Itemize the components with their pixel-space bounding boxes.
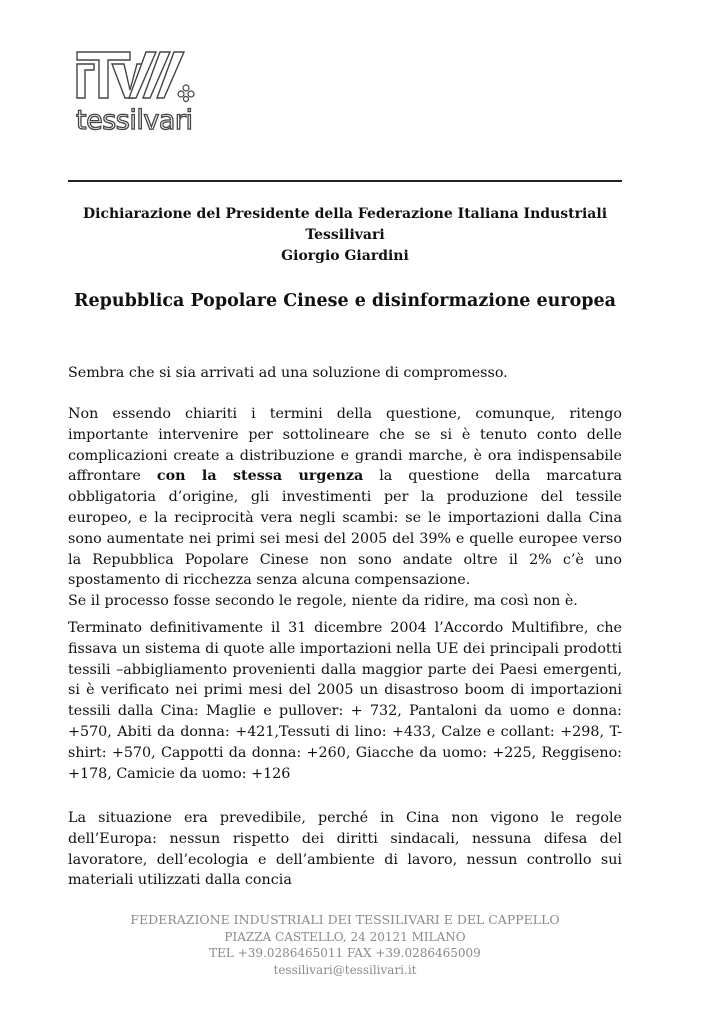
paragraph-4-text: La situazione era prevedibile, perché in Cina non vigono le regole dell’Europa: nessun rispetto dei diritti sindacali, nessuna difesa del lavoratore, dell’ecologia e dell’ambiente di lavoro, nessun controllo sui materiali utilizzati dalla concia	[68, 810, 622, 889]
paragraph-2-part-a: Non essendo chiariti i termini della questione, comunque, ritengo importante intervenire per sottolineare che se si è tenuto conto delle complicazioni create a distribuzione e grandi marche, è ora indispensabile affrontare	[68, 406, 622, 485]
paragraph-1	[68, 363, 622, 384]
footer-email: tessilivari@tessilivari.it	[273, 962, 417, 977]
paragraph-2-part-b: la questione della marcatura obbligatoria d’origine, gli investimenti per la produzione del tessile europeo, e la reciprocità vera negli scambi: se le importazioni dalla Cina sono aumentate nei primi sei mesi del 2005 del 39% e quelle europee verso la Repubblica Popolare Cinese non sono andate oltre il 2% c’è uno spostamento di ricchezza senza alcuna compensazione.	[68, 468, 622, 589]
tessilvari-logo	[74, 48, 204, 140]
paragraph-4	[68, 808, 622, 891]
paragraph-2	[68, 404, 622, 612]
paragraph-2-closing: Se il processo fosse secondo le regole, niente da ridire, ma così non è.	[68, 593, 578, 610]
heading-line-1: Dichiarazione del Presidente della Federazione Italiana Industriali	[82, 206, 608, 222]
declaration-heading	[68, 204, 622, 267]
paragraph-3	[68, 618, 622, 784]
header-divider	[68, 180, 622, 182]
heading-line-2: Tessilivari	[305, 227, 385, 243]
footer-organization: FEDERAZIONE INDUSTRIALI DEI TESSILIVARI E DEL CAPPELLO	[130, 912, 560, 927]
letterhead-footer	[68, 912, 622, 978]
paragraph-1-text: Sembra che si sia arrivati ad una soluzione di compromesso.	[68, 365, 508, 381]
paragraph-2-text	[68, 404, 622, 591]
footer-address: PIAZZA CASTELLO, 24 20121 MILANO	[224, 929, 466, 944]
footer-phone-fax: TEL +39.0286465011 FAX +39.0286465009	[209, 946, 481, 960]
paragraph-3-text: Terminato definitivamente il 31 dicembre 2004 l’Accordo Multifibre, che fissava un sistema di quote alle importazioni nella UE dei principali prodotti tessili –abbigliamento provenienti dalla maggior parte dei Paesi emergenti, si è verificato nei primi mesi del 2005 un disastroso boom di importazioni tessili dalla Cina: Maglie e pullover: + 732, Pantaloni da uomo e donna: +570, Abiti da donna: +421,Tessuti di lino: +433, Calze e collant: +298, T-shirt: +570, Cappotti da donna: +260, Giacche da uomo: +225, Reggiseno: +178, Camicie da uomo: +126	[68, 620, 622, 782]
heading-line-3: Giorgio Giardini	[281, 248, 409, 264]
logo-wordmark: tessilvari	[76, 105, 193, 136]
tessilvari-logo-mark	[74, 48, 204, 108]
paragraph-2-bold: con la stessa urgenza	[156, 468, 364, 485]
document-title: Repubblica Popolare Cinese e disinformazione europea	[74, 291, 616, 311]
